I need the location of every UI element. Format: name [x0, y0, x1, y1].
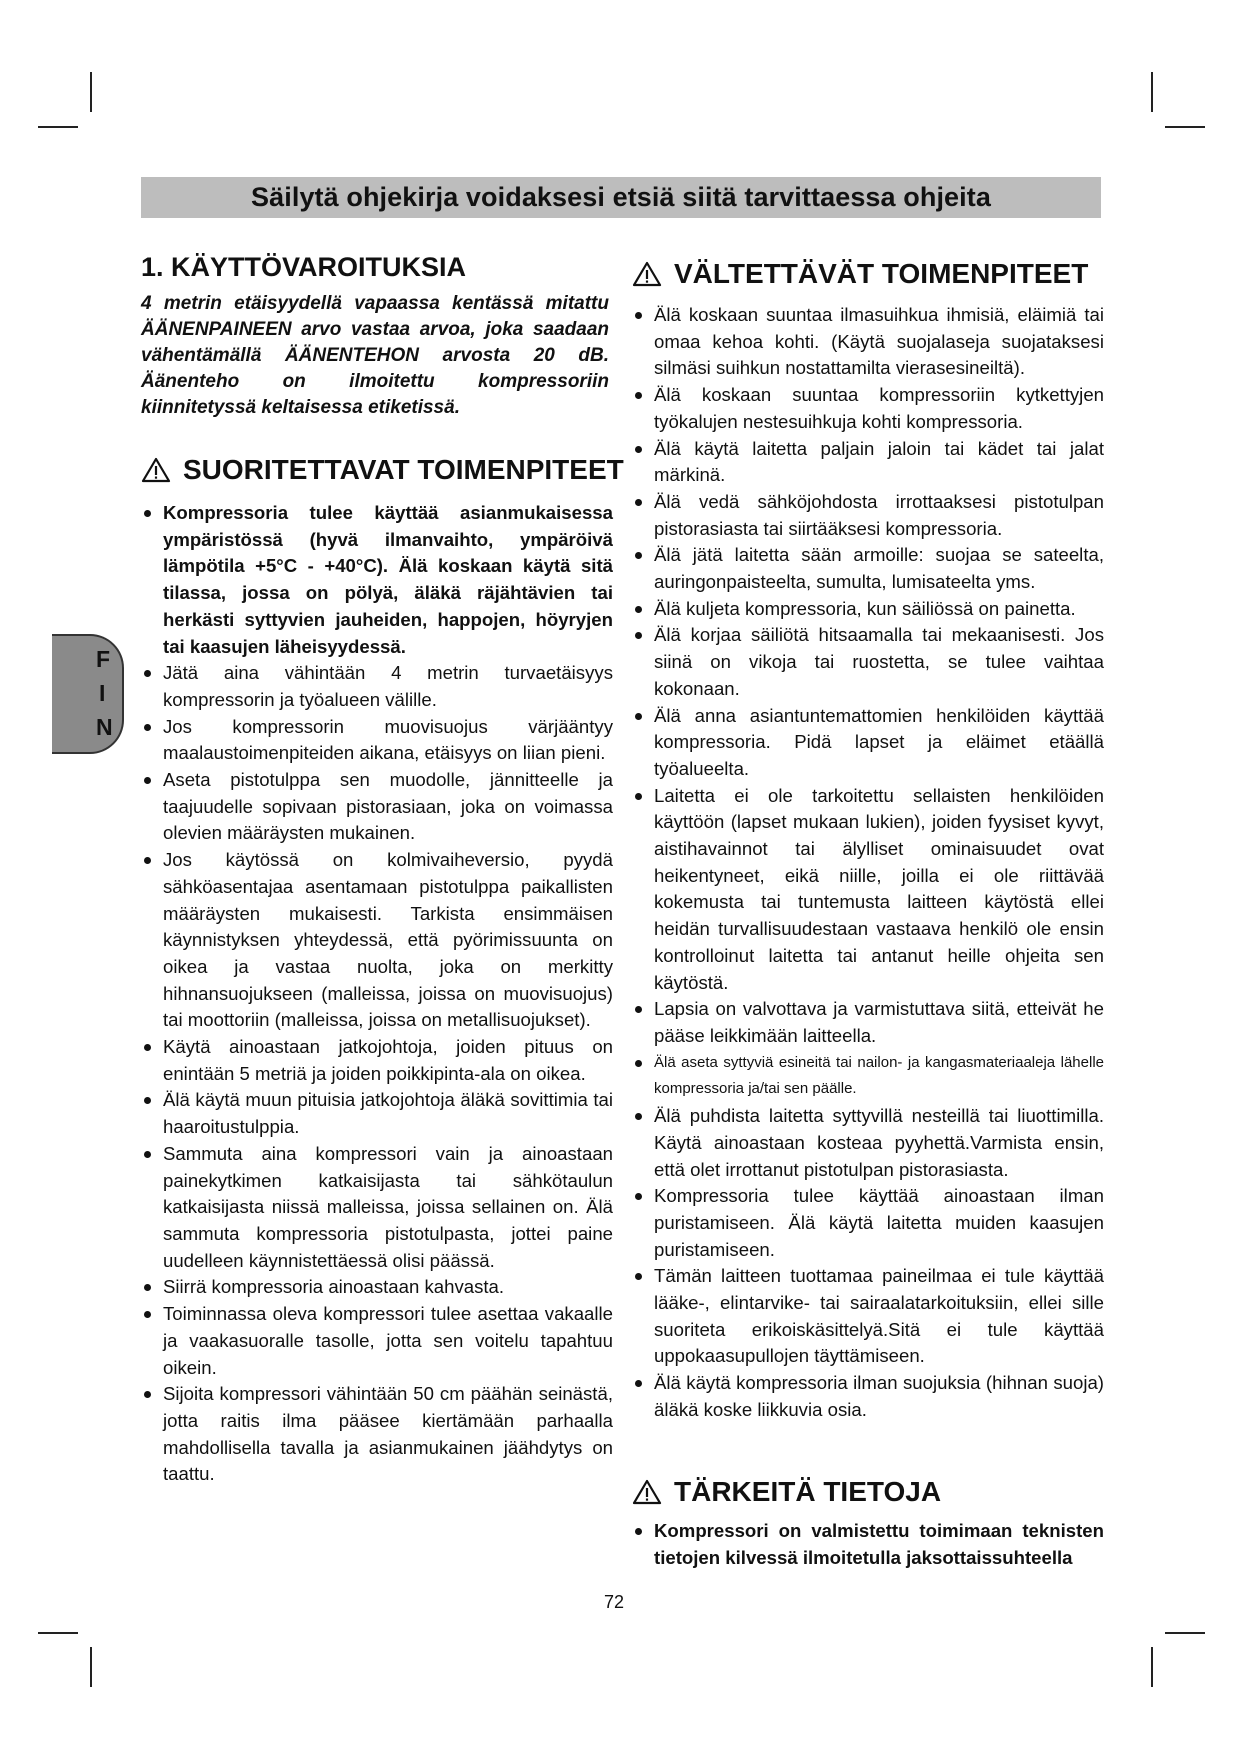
list-item: Siirrä kompressoria ainoastaan kahvasta.	[141, 1274, 613, 1301]
list-item: Aseta pistotulppa sen muodolle, jännitteelle ja taajuudelle sopivaan pistorasiaan, joka on voimassa olevien määräysten mukainen.	[141, 767, 613, 847]
list-item: Kompressoria tulee käyttää asianmukaisessa ympäristössä (hyvä ilmanvaihto, ympäröivä lämpötila +5°C - +40°C). Älä koskaan käytä sitä tilassa, jossa on pölyä, äläkä räjähtävien tai herkästi syttyvien jauheiden, happojen, höyryjen tai kaasujen läheisyydessä.	[141, 500, 613, 660]
avoid-list	[632, 302, 1104, 1424]
crop-mark	[1165, 126, 1205, 128]
list-item: Älä anna asiantuntemattomien henkilöiden käyttää kompressoria. Pidä lapset ja eläimet etäällä työalueelta.	[632, 703, 1104, 783]
crop-mark	[90, 72, 92, 112]
list-item: Älä korjaa säiliötä hitsaamalla tai mekaanisesti. Jos siinä on vikoja tai ruostetta, se tulee vaihtaa kokonaan.	[632, 622, 1104, 702]
language-tab	[52, 634, 124, 754]
list-item: Kompressori on valmistettu toimimaan teknisten tietojen kilvessä ilmoitetulla jaksottaissuhteella	[632, 1518, 1104, 1571]
crop-mark	[38, 1632, 78, 1634]
subheading-text: SUORITETTAVAT TOIMENPITEET	[183, 454, 624, 485]
crop-mark	[38, 126, 78, 128]
tab-letter: I	[99, 680, 106, 706]
subheading-text: TÄRKEITÄ TIETOJA	[674, 1476, 942, 1507]
section-heading: 1. KÄYTTÖVAROITUKSIA	[141, 252, 467, 282]
subheading-avoid	[632, 258, 1088, 290]
list-item: Älä koskaan suuntaa ilmasuihkua ihmisiä, eläimiä tai omaa kehoa kohti. (Käytä suojalaseja suojataksesi silmäsi suihkun nostattamilta vierasesineiltä).	[632, 302, 1104, 382]
warning-triangle-icon	[141, 457, 171, 483]
list-item: Älä koskaan suuntaa kompressoriin kytkettyjen työkalujen nestesuihkuja kohti kompressoria.	[632, 382, 1104, 435]
tab-letter: N	[96, 714, 113, 740]
crop-mark	[1165, 1632, 1205, 1634]
list-item: Sammuta aina kompressori vain ja ainoastaan painekytkimen katkaisijasta tai sähkötaulun katkaisijasta niissä malleissa, joissa sellainen on. Älä sammuta kompressoria pistotulpasta, jottei paine uudelleen käynnistettäessä olisi päässä.	[141, 1141, 613, 1275]
banner-text: Säilytä ohjekirja voidaksesi etsiä siitä tarvittaessa ohjeita	[251, 182, 991, 212]
important-list	[632, 1518, 1104, 1571]
warning-triangle-icon	[632, 261, 662, 287]
intro-text: 4 metrin etäisyydellä vapaassa kentässä mitattu ÄÄNENPAINEEN arvo vastaa arvoa, joka saadaan vähentämällä ÄÄNENTEHON arvosta 20 dB. Äänenteho on ilmoitettu kompressoriin kiinnitetyssä keltaisessa etiketissä.	[141, 293, 609, 418]
crop-mark	[90, 1647, 92, 1687]
list-item: Toiminnassa oleva kompressori tulee asettaa vakaalle ja vaakasuoralle tasolle, jotta sen voitelu tapahtuu oikein.	[141, 1301, 613, 1381]
list-item: Jätä aina vähintään 4 metrin turvaetäisyys kompressorin ja työalueen välille.	[141, 660, 613, 713]
list-item: Älä puhdista laitetta syttyvillä nesteillä tai liuottimilla. Käytä ainoastaan kosteaa pyyhettä.Varmista ensin, että olet irrottanut pistotulpan pistorasiasta.	[632, 1103, 1104, 1183]
list-item: Älä käytä laitetta paljain jaloin tai kädet tai jalat märkinä.	[632, 436, 1104, 489]
subheading-text: VÄLTETTÄVÄT TOIMENPITEET	[674, 258, 1089, 289]
crop-mark	[1151, 1647, 1153, 1687]
list-item: Älä vedä sähköjohdosta irrottaaksesi pistotulpan pistorasiasta tai siirtääksesi kompressoria.	[632, 489, 1104, 542]
list-item: Jos kompressorin muovisuojus värjääntyy maalaustoimenpiteiden aikana, etäisyys on liian pieni.	[141, 714, 613, 767]
list-item: Sijoita kompressori vähintään 50 cm päähän seinästä, jotta raitis ilma pääsee kiertämään parhaalla mahdollisella tavalla ja asianmukainen jäähdytys on taattu.	[141, 1381, 613, 1488]
list-item: Kompressoria tulee käyttää ainoastaan ilman puristamiseen. Älä käytä laitetta muiden kaasujen puristamiseen.	[632, 1183, 1104, 1263]
warning-triangle-icon	[632, 1479, 662, 1505]
list-item: Älä aseta syttyviä esineitä tai nailon- ja kangasmateriaaleja lähelle kompressoria ja/tai sen päälle.	[632, 1050, 1104, 1103]
tab-letter: F	[96, 646, 111, 672]
page-number: 72	[604, 1592, 625, 1612]
subheading-perform	[141, 454, 624, 486]
list-item: Älä käytä kompressoria ilman suojuksia (hihnan suoja) äläkä koske liikkuvia osia.	[632, 1370, 1104, 1423]
list-item: Älä käytä muun pituisia jatkojohtoja äläkä sovittimia tai haaroitustulppia.	[141, 1087, 613, 1140]
subheading-important	[632, 1476, 941, 1508]
banner	[141, 177, 1101, 218]
list-item: Jos käytössä on kolmivaiheversio, pyydä sähköasentajaa asentamaan pistotulppa paikallisten määräysten mukaisesti. Tarkista ensimmäisen käynnistyksen yhteydessä, että pyörimissuunta on oikea ja vastaa nuolta, joka on merkitty hihnansuojukseen (malleissa, joissa on muovisuojus) tai moottoriin (malleissa, joissa on metallisuojukset).	[141, 847, 613, 1034]
crop-mark	[1151, 72, 1153, 112]
list-item: Käytä ainoastaan jatkojohtoja, joiden pituus on enintään 5 metriä ja joiden poikkipinta-ala on oikea.	[141, 1034, 613, 1087]
list-item: Laitetta ei ole tarkoitettu sellaisten henkilöiden käyttöön (lapset mukaan lukien), joiden fyysiset kyvyt, aistihavainnot tai älylliset ominaisuudet ovat heikentyneet, eikä niille, joilla ei ole riittävää kokemusta tai tuntemusta laitteen käytöstä ellei heidän turvallisuudestaan vastaava henkilö ole ensin kontrolloinut laitetta tai antanut heille ohjeita sen käytöstä.	[632, 783, 1104, 997]
list-item: Älä kuljeta kompressoria, kun säiliössä on painetta.	[632, 596, 1104, 623]
list-item: Älä jätä laitetta sään armoille: suojaa se sateelta, auringonpaisteelta, sumulta, lumisateelta yms.	[632, 542, 1104, 595]
perform-list	[141, 500, 613, 1488]
list-item: Tämän laitteen tuottamaa paineilmaa ei tule käyttää lääke-, elintarvike- tai sairaalatarkoituksiin, ellei sille suoriteta erikoiskäsittelyä.Sitä ei tule käyttää uppokaasupullojen täyttämiseen.	[632, 1263, 1104, 1370]
list-item: Lapsia on valvottava ja varmistuttava siitä, etteivät he pääse leikkimään laitteella.	[632, 996, 1104, 1049]
